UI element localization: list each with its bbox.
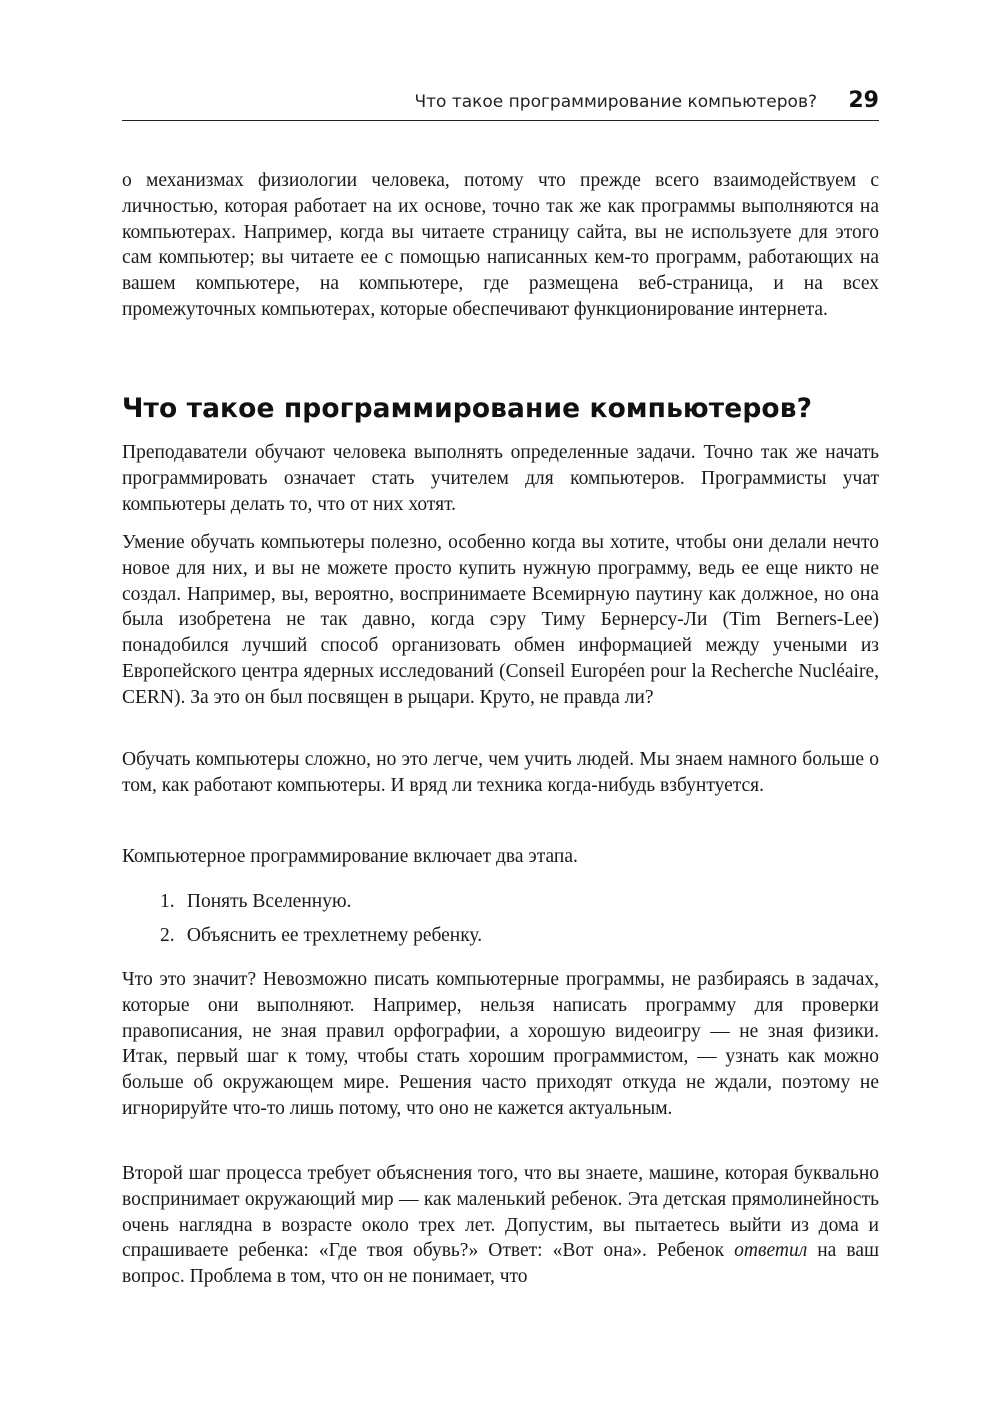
- paragraph-teaching-computers: Умение обучать компьютеры полезно, особенно когда вы хотите, чтобы они делали нечто новое для них, и вы не можете просто купить нужную программу, ведь ее еще никто не создал. Например, вы, вероятно, воспринимаете Всемирную паутину как должное, но она была изобретена не так давно, когда сэру Тиму Бернерсу-Ли (Tim Berners-Lee) понадобился лучший способ организовать обмен информацией между учеными из Европейского центра ядерных исследований (Conseil Européen pour la Recherche Nucléaire, CERN). За это он был посвящен в рыцари. Круто, не правда ли?: [122, 532, 879, 708]
- emphasized-word: ответил: [734, 1240, 808, 1262]
- list-text: Объяснить ее трехлетнему ребенку.: [186, 925, 483, 946]
- page-number: 29: [848, 88, 879, 113]
- running-title: Что такое программирование компьютеров?: [414, 92, 817, 112]
- paragraph-two-stages: Компьютерное программирование включает два этапа.: [122, 846, 578, 867]
- paragraph-harder-easier: Обучать компьютеры сложно, но это легче, чем учить людей. Мы знаем намного больше о том, как работают компьютеры. И вряд ли техника когда-нибудь взбунтуется.: [122, 749, 879, 796]
- list-item: [160, 919, 482, 953]
- running-header: [122, 86, 879, 121]
- paragraph-teachers: Преподаватели обучают человека выполнять определенные задачи. Точно так же начать программировать означает стать учителем для компьютеров. Программисты учат компьютеры делать то, что от них хотят.: [122, 442, 879, 515]
- section-heading: Что такое программирование компьютеров?: [122, 393, 813, 424]
- list-number: 2.: [160, 925, 175, 946]
- paragraph-text-part: на ваш вопрос. Проблема в том, что он не понимает, что: [122, 1240, 879, 1288]
- paragraph-second-step: [122, 1161, 879, 1290]
- steps-list: [160, 885, 482, 953]
- list-item: [160, 885, 482, 919]
- paragraph-text-part: Второй шаг процесса требует объяснения того, что вы знаете, машине, которая буквально воспринимает окружающий мир — как маленький ребенок. Эта детская прямолинейность очень наглядна в возрасте около трех лет. Допустим, вы пытаетесь выйти из дома и спрашиваете ребенка: «Где твоя обувь?» Ответ: «Вот она». Ребенок: [122, 1163, 879, 1262]
- list-text: Понять Вселенную.: [186, 891, 352, 912]
- paragraph-what-it-means: Что это значит? Невозможно писать компьютерные программы, не разбираясь в задачах, которые они выполняют. Например, нельзя написать программу для проверки правописания, не зная правил орфографии, а хорошую видеоигру — не зная физики. Итак, первый шаг к тому, чтобы стать хорошим программистом, — узнать как можно больше об окружающем мире. Решения часто приходят откуда не ждали, поэтому не игнорируйте что-то лишь потому, что оно не кажется актуальным.: [122, 969, 879, 1119]
- intro-paragraph: о механизмах физиологии человека, потому что прежде всего взаимодействуем с личностью, которая работает на их основе, точно так же как программы выполняются на компьютерах. Например, когда вы читаете страницу сайта, вы не используете для этого сам компьютер; вы читаете ее с помощью написанных кем-то программ, работающих на вашем компьютере, на компьютере, где размещена веб-страница, и на всех промежуточных компьютерах, которые обеспечивают функционирование интернета.: [122, 170, 879, 320]
- list-number: 1.: [160, 891, 175, 912]
